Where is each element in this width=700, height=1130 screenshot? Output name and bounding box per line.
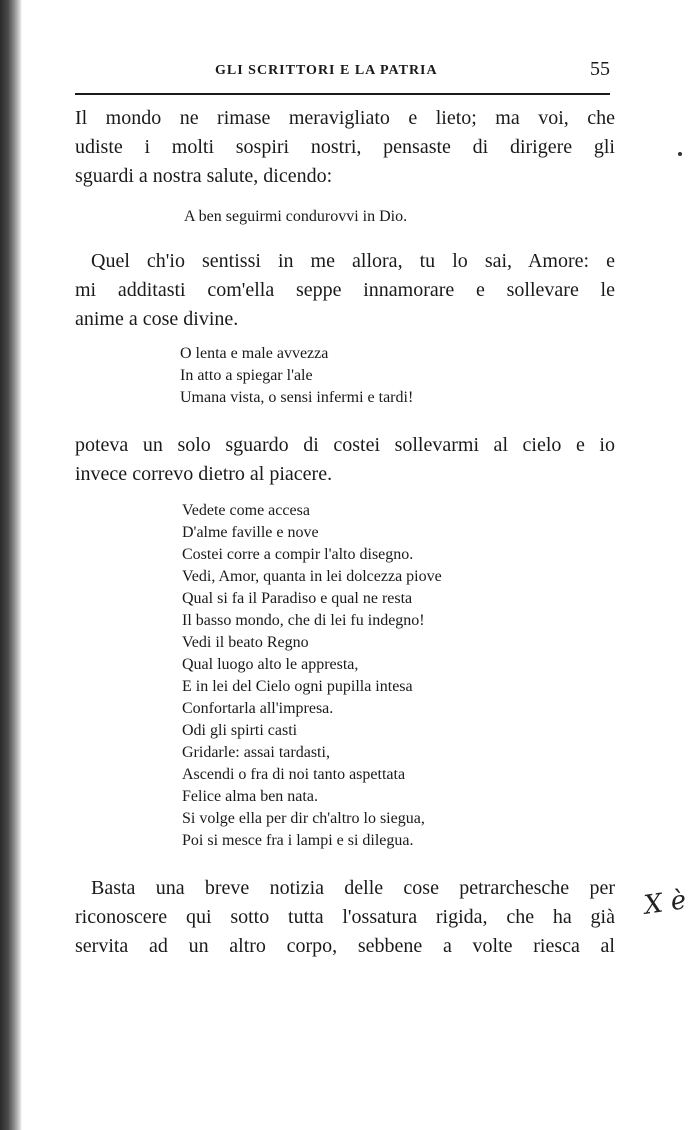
paragraph-1 bbox=[75, 104, 615, 191]
book-spine-shadow bbox=[0, 0, 22, 1130]
verse-line: Qual luogo alto le appresta, bbox=[182, 656, 359, 673]
verse-line: Odi gli spirti casti bbox=[182, 722, 298, 739]
text-line: servita ad un altro corpo, sebbene a volte riesca al bbox=[75, 935, 615, 957]
verse-line: Il basso mondo, che di lei fu indegno! bbox=[182, 612, 425, 629]
verse-stanza-2 bbox=[182, 500, 442, 852]
verse-line: Vedi il beato Regno bbox=[182, 634, 309, 651]
verse-line: Si volge ella per dir ch'altro lo siegua, bbox=[182, 810, 425, 827]
verse-line: Gridarle: assai tardasti, bbox=[182, 744, 330, 761]
verse-stanza-1 bbox=[180, 343, 413, 409]
text-line: anime a cose divine. bbox=[75, 308, 239, 330]
paragraph-3 bbox=[75, 431, 615, 489]
text-line: Il mondo ne rimase meravigliato e lieto; ma voi, che bbox=[75, 107, 615, 129]
verse-line: Vedi, Amor, quanta in lei dolcezza piove bbox=[182, 568, 442, 585]
verse-line: Costei corre a compir l'alto disegno. bbox=[182, 546, 414, 563]
paragraph-2 bbox=[75, 247, 615, 334]
text-line: mi additasti com'ella seppe innamorare e sollevare le bbox=[75, 279, 615, 301]
verse-line: Vedete come accesa bbox=[182, 502, 310, 519]
verse-line: Qual si fa il Paradiso e qual ne resta bbox=[182, 590, 413, 607]
verse-line: Poi si mesce fra i lampi e si dilegua. bbox=[182, 832, 414, 849]
text-line: invece correvo dietro al piacere. bbox=[75, 463, 333, 485]
verse-line: Ascendi o fra di noi tanto aspettata bbox=[182, 766, 406, 783]
text-line: Quel ch'io sentissi in me allora, tu lo sai, Amore: e bbox=[91, 250, 615, 272]
ink-speck bbox=[678, 152, 682, 156]
running-header bbox=[75, 58, 610, 88]
verse-line: Umana vista, o sensi infermi e tardi! bbox=[180, 389, 414, 406]
running-title: GLI SCRITTORI E LA PATRIA bbox=[215, 63, 438, 78]
verse-line: O lenta e male avvezza bbox=[180, 345, 329, 362]
paragraph-4 bbox=[75, 874, 615, 961]
handwritten-margin-note: X è bbox=[642, 885, 689, 921]
page-number: 55 bbox=[590, 58, 610, 80]
text-line: Basta una breve notizia delle cose petrarchesche per bbox=[91, 877, 615, 899]
citation-line: A ben seguirmi condurovvi in Dio. bbox=[184, 208, 408, 225]
verse-line: In atto a spiegar l'ale bbox=[180, 367, 313, 384]
text-line: udiste i molti sospiri nostri, pensaste di dirigere gli bbox=[75, 136, 615, 158]
header-rule bbox=[75, 93, 610, 95]
text-line: sguardi a nostra salute, dicendo: bbox=[75, 165, 333, 187]
text-line: poteva un solo sguardo di costei sollevarmi al cielo e io bbox=[75, 434, 615, 456]
verse-line: Confortarla all'impresa. bbox=[182, 700, 334, 717]
verse-line: Felice alma ben nata. bbox=[182, 788, 318, 805]
verse-line: E in lei del Cielo ogni pupilla intesa bbox=[182, 678, 413, 695]
text-line: riconoscere qui sotto tutta l'ossatura rigida, che ha già bbox=[75, 906, 615, 928]
verse-line: D'alme faville e nove bbox=[182, 524, 319, 541]
